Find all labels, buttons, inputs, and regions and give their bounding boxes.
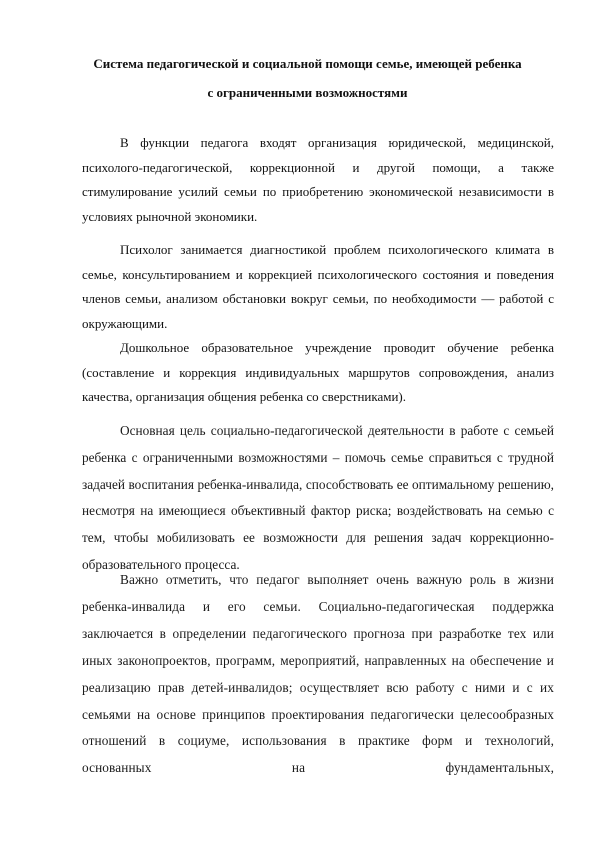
paragraph-text: В функции педагога входят организация юридической, медицинской, психолого-педагогической, коррекционной и другой помощи, а также стимулирование усилий семьи по приобретению экономической независимости в условиях рыночной экономики. xyxy=(82,135,554,224)
paragraph-text: Психолог занимается диагностикой проблем психологического климата в семье, консультированием и коррекцией психологического состояния и поведения членов семьи, анализом обстановки вокруг семьи, по необходимости — работой с окружающими. xyxy=(82,242,554,331)
document-title-line-1: Система педагогической и социальной помощи семье, имеющей ребенка xyxy=(93,56,522,71)
paragraph-main-goal xyxy=(82,418,554,579)
paragraph-text: Важно отметить, что педагог выполняет очень важную роль в жизни ребенка-инвалида и его семьи. Социально-педагогическая поддержка заключается в определении педагогического прогноза при разработке тех или иных законопроектов, программ, мероприятий, направленных на обеспечение и реализацию прав детей-инвалидов; осуществляет всю работу с ними и с их семьями на основе принципов проектирования педагогически целесообразных отношений в социуме, использования в практике форм и технологий, основанных на фундаментальных, xyxy=(82,572,554,776)
paragraph-psychologist xyxy=(82,238,554,336)
paragraph-text: Дошкольное образовательное учреждение проводит обучение ребенка (составление и коррекция индивидуальных маршрутов сопровождения, анализ качества, организация общения ребенка со сверстниками). xyxy=(82,340,554,405)
paragraph-text: Основная цель социально-педагогической деятельности в работе с семьей ребенка с ограниченными возможностями – помочь семье справиться с трудной задачей воспитания ребенка-инвалида, способствовать ее оптимальному решению, несмотря на имеющиеся объективный фактор риска; воздействовать на семью с тем, чтобы мобилизовать ее возможности для решения задач коррекционно-образовательного процесса. xyxy=(82,423,554,572)
paragraph-teacher-functions xyxy=(82,131,554,229)
paragraph-preschool xyxy=(82,336,554,410)
paragraph-teacher-role xyxy=(82,567,554,782)
document-title-line-2: с ограниченными возможностями xyxy=(207,85,408,100)
